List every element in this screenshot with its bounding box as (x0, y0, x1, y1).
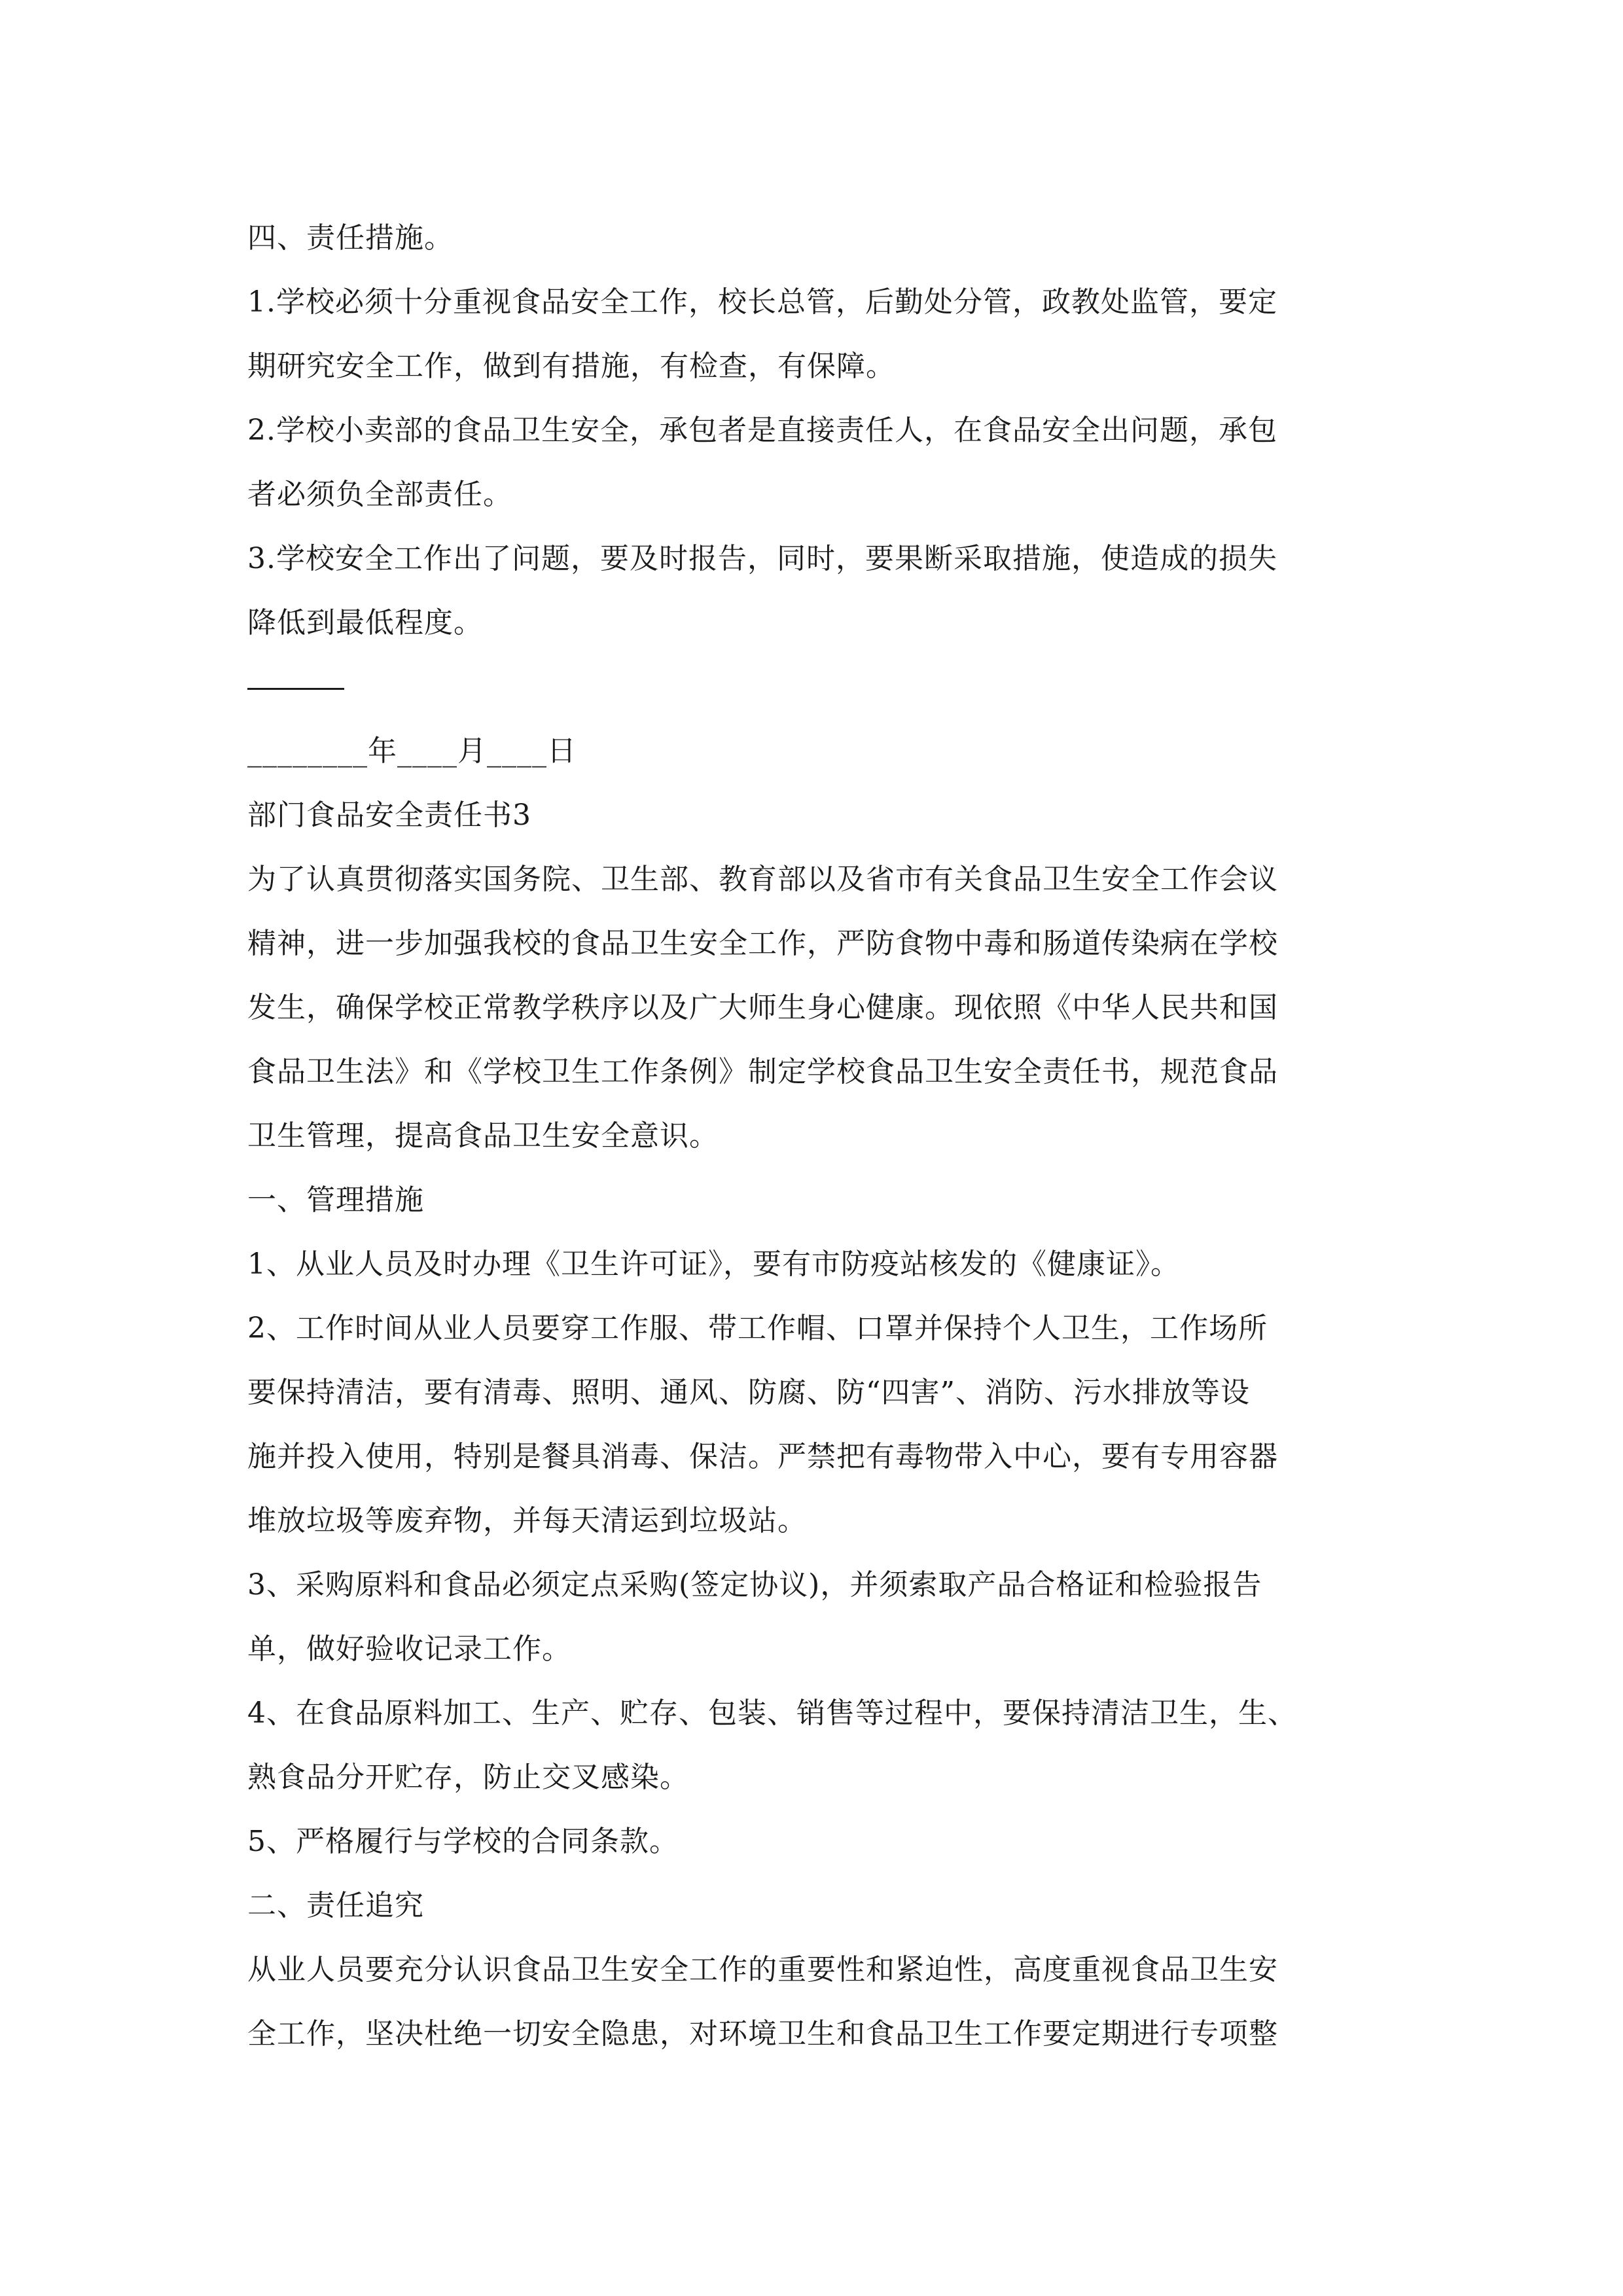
paragraph-line: 2.学校小卖部的食品卫生安全，承包者是直接责任人，在食品安全出问题，承包 (247, 414, 1277, 447)
paragraph-line: 3.学校安全工作出了问题，要及时报告，同时，要果断采取措施，使造成的损失 (247, 542, 1277, 575)
paragraph-line: 卫生管理，提高食品卫生安全意识。 (247, 1119, 719, 1153)
paragraph-line: 1、从业人员及时办理《卫生许可证》，要有市防疫站核发的《健康证》。 (247, 1247, 1180, 1281)
paragraph-line: 为了认真贯彻落实国务院、卫生部、教育部以及省市有关食品卫生安全工作会议 (247, 863, 1278, 896)
paragraph-line: 单，做好验收记录工作。 (247, 1632, 571, 1666)
paragraph-line: 发生，确保学校正常教学秩序以及广大师生身心健康。现依照《中华人民共和国 (247, 991, 1278, 1024)
date-line: ________年____月____日 (247, 734, 577, 768)
paragraph-line: 要保持清洁，要有清毒、照明、通风、防腐、防“四害”、消防、污水排放等设 (247, 1376, 1250, 1409)
paragraph-line: 1.学校必须十分重视食品安全工作，校长总管，后勤处分管，政教处监管，要定 (247, 285, 1277, 319)
paragraph-line: 3、采购原料和食品必须定点采购(签定协议)，并须索取产品合格证和检验报告 (247, 1568, 1262, 1602)
signature-line (247, 655, 1380, 719)
paragraph-line: 者必须负全部责任。 (247, 478, 512, 511)
paragraph-line: 4、在食品原料加工、生产、贮存、包装、销售等过程中，要保持清洁卫生，生、 (247, 1696, 1297, 1730)
paragraph-line: 精神，进一步加强我校的食品卫生安全工作，严防食物中毒和肠道传染病在学校 (247, 927, 1278, 960)
paragraph-line: 降低到最低程度。 (247, 606, 483, 639)
paragraph-line: 施并投入使用，特别是餐具消毒、保洁。严禁把有毒物带入中心，要有专用容器 (247, 1440, 1278, 1473)
section-heading: 四、责任措施。 (247, 221, 454, 255)
paragraph-line: 从业人员要充分认识食品卫生安全工作的重要性和紧迫性，高度重视食品卫生安 (247, 1953, 1278, 1986)
section-heading: 一、管理措施 (247, 1183, 424, 1217)
paragraph-line: 食品卫生法》和《学校卫生工作条例》制定学校食品卫生安全责任书，规范食品 (247, 1055, 1278, 1088)
signature-underline (247, 688, 344, 690)
paragraph-line: 期研究安全工作，做到有措施，有检查，有保障。 (247, 350, 895, 383)
paragraph-line: 2、工作时间从业人员要穿工作服、带工作帽、口罩并保持个人卫生，工作场所 (247, 1312, 1268, 1345)
document-body (247, 206, 1380, 2066)
document-title: 部门食品安全责任书3 (247, 798, 531, 832)
paragraph-line: 5、严格履行与学校的合同条款。 (247, 1825, 679, 1858)
paragraph-line: 堆放垃圾等废弃物，并每天清运到垃圾站。 (247, 1504, 807, 1537)
paragraph-line: 全工作，坚决杜绝一切安全隐患，对环境卫生和食品卫生工作要定期进行专项整 (247, 2017, 1278, 2051)
paragraph-line: 熟食品分开贮存，防止交叉感染。 (247, 1761, 689, 1794)
section-heading: 二、责任追究 (247, 1889, 424, 1922)
